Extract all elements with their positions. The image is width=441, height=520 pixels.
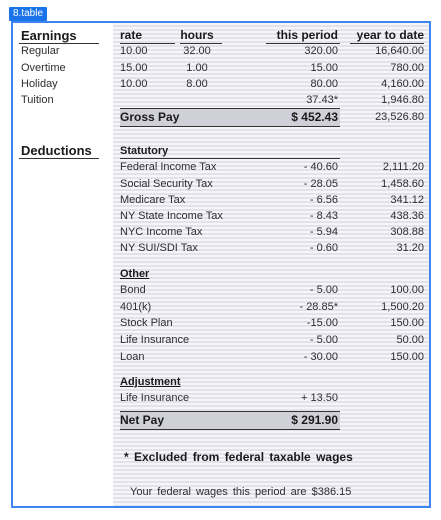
rate-header-rule bbox=[120, 43, 175, 44]
statutory-rule bbox=[120, 158, 340, 159]
earnings-heading-rule bbox=[19, 43, 99, 44]
adjustment-label: Life Insurance bbox=[120, 392, 190, 404]
earnings-row-ytd: 780.00 bbox=[390, 62, 424, 74]
gross-pay-ytd: 23,526.80 bbox=[375, 111, 424, 123]
deduction-ytd: 150.00 bbox=[390, 351, 424, 363]
annotation-tag: 8.table bbox=[9, 7, 47, 21]
earnings-row-label: Holiday bbox=[21, 78, 58, 90]
deduction-ytd: 150.00 bbox=[390, 317, 424, 329]
gross-pay-label: Gross Pay bbox=[120, 110, 180, 124]
pay-stub-table bbox=[11, 21, 431, 508]
deductions-heading-rule bbox=[19, 158, 99, 159]
excluded-wages-footnote: * Excluded from federal taxable wages bbox=[124, 450, 353, 464]
deduction-ytd: 1,500.20 bbox=[381, 301, 424, 313]
earnings-row-period: 15.00 bbox=[310, 62, 338, 74]
gross-pay-bottom-rule bbox=[120, 126, 340, 127]
this-period-column-header: this period bbox=[276, 28, 338, 42]
earnings-row-hours: 1.00 bbox=[186, 62, 208, 74]
ytd-header-rule bbox=[350, 43, 424, 44]
deduction-ytd: 438.36 bbox=[390, 210, 424, 222]
other-heading: Other bbox=[120, 268, 150, 280]
deduction-label: Social Security Tax bbox=[120, 178, 213, 190]
earnings-row-ytd: 1,946.80 bbox=[381, 94, 424, 106]
deduction-label: NYC Income Tax bbox=[120, 226, 203, 238]
earnings-row-rate: 10.00 bbox=[120, 78, 148, 90]
deduction-label: Medicare Tax bbox=[120, 194, 186, 206]
net-pay-period: $ 291.90 bbox=[291, 413, 338, 427]
earnings-row-label: Overtime bbox=[21, 62, 66, 74]
deduction-period: - 5.00 bbox=[309, 334, 338, 346]
deduction-period: - 0.60 bbox=[309, 242, 338, 254]
deduction-period: - 6.56 bbox=[309, 194, 338, 206]
deduction-ytd: 2,111.20 bbox=[382, 161, 424, 173]
earnings-row-ytd: 4,160.00 bbox=[381, 78, 424, 90]
earnings-row-hours: 8.00 bbox=[186, 78, 208, 90]
hours-column-header: hours bbox=[180, 28, 214, 42]
earnings-row-period: 320.00 bbox=[304, 45, 338, 57]
deduction-label: Federal Income Tax bbox=[120, 161, 217, 173]
deduction-ytd: 1,458.60 bbox=[381, 178, 424, 190]
deduction-label: Loan bbox=[120, 351, 145, 363]
earnings-row-hours: 32.00 bbox=[183, 45, 211, 57]
period-header-rule bbox=[266, 43, 340, 44]
deduction-period: - 30.00 bbox=[303, 351, 338, 363]
deduction-ytd: 100.00 bbox=[390, 284, 424, 296]
deduction-period: -15.00 bbox=[306, 317, 338, 329]
gross-pay-period: $ 452.43 bbox=[291, 110, 338, 124]
deduction-period: - 40.60 bbox=[303, 161, 338, 173]
earnings-row-rate: 10.00 bbox=[120, 45, 148, 57]
deduction-label: Life Insurance bbox=[120, 334, 190, 346]
deduction-label: 401(k) bbox=[120, 301, 152, 313]
deduction-label: NY State Income Tax bbox=[120, 210, 223, 222]
earnings-row-rate: 15.00 bbox=[120, 62, 148, 74]
adjustment-period: + 13.50 bbox=[300, 392, 338, 404]
earnings-heading: Earnings bbox=[21, 28, 77, 43]
deduction-ytd: 31.20 bbox=[396, 242, 424, 254]
deduction-period: - 5.94 bbox=[309, 226, 338, 238]
deductions-heading: Deductions bbox=[21, 143, 92, 158]
earnings-row-period: 37.43* bbox=[306, 94, 338, 106]
federal-wages-note: Your federal wages this period are $386.15 bbox=[130, 486, 352, 498]
deduction-period: - 5.00 bbox=[309, 284, 338, 296]
deduction-ytd: 308.88 bbox=[390, 226, 424, 238]
adjustment-heading: Adjustment bbox=[120, 376, 181, 388]
deduction-label: NY SUI/SDI Tax bbox=[120, 242, 198, 254]
net-pay-label: Net Pay bbox=[120, 413, 165, 427]
year-to-date-column-header: year to date bbox=[356, 28, 424, 42]
deduction-period: - 28.85* bbox=[299, 301, 338, 313]
rate-column-header: rate bbox=[120, 28, 143, 42]
deduction-label: Stock Plan bbox=[120, 317, 173, 329]
hours-header-rule bbox=[180, 43, 222, 44]
deduction-period: - 8.43 bbox=[309, 210, 338, 222]
deduction-ytd: 50.00 bbox=[396, 334, 424, 346]
deduction-period: - 28.05 bbox=[303, 178, 338, 190]
statutory-heading: Statutory bbox=[120, 145, 169, 157]
earnings-row-ytd: 16,640.00 bbox=[375, 45, 424, 57]
deduction-label: Bond bbox=[120, 284, 146, 296]
deduction-ytd: 341.12 bbox=[390, 194, 424, 206]
earnings-row-label: Tuition bbox=[21, 94, 54, 106]
net-pay-bottom-rule bbox=[120, 429, 340, 430]
earnings-row-period: 80.00 bbox=[310, 78, 338, 90]
earnings-row-label: Regular bbox=[21, 45, 60, 57]
